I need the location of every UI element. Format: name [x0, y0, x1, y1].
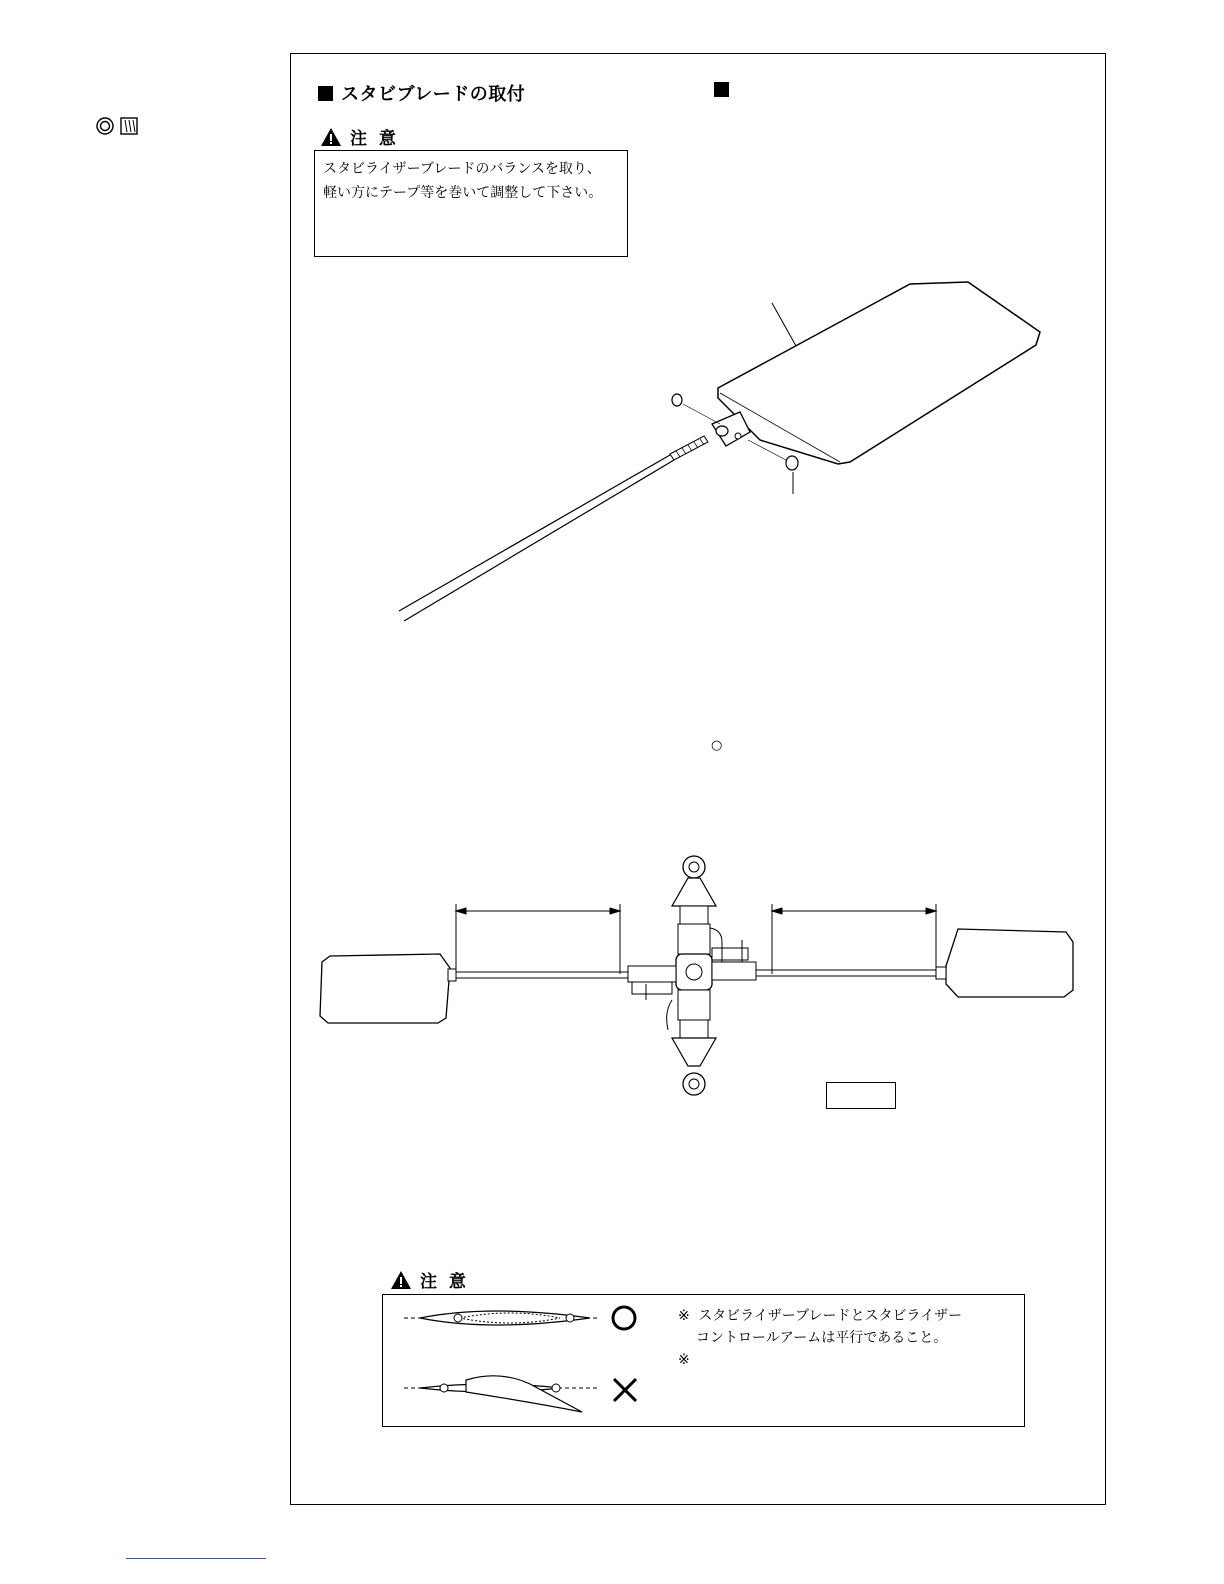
- caution-heading-top: 注 意: [320, 124, 399, 149]
- note-line-1: スタビライザーブレードとスタビライザー: [698, 1308, 963, 1324]
- double-circle-icon: [96, 117, 114, 135]
- footer-link-line: [126, 1558, 266, 1559]
- heading-square-icon: [714, 82, 729, 97]
- note-1-cont: コントロールアームは平行であること。: [696, 1330, 948, 1346]
- caution-line: スタビライザーブレードのバランスを取り、: [323, 161, 601, 177]
- caution-line: 軽い方にテープ等を巻いて調整して下さい。: [323, 185, 603, 201]
- note-1: [678, 1305, 962, 1327]
- sidebar-icons: [96, 117, 138, 135]
- caution-heading-bottom: 注 意: [390, 1267, 469, 1292]
- label-box: [826, 1082, 896, 1109]
- note-mark: ※: [678, 1308, 690, 1324]
- warning-icon: [320, 127, 342, 147]
- section-title: スタビブレードの取付: [318, 80, 525, 106]
- degree-mark: ○: [711, 738, 723, 753]
- section-title-right: [714, 80, 737, 101]
- ng-symbol-text: [0, 0, 1, 1]
- caution-box-top: [314, 150, 628, 257]
- note-2-mark: ※: [678, 1352, 690, 1368]
- warning-icon: [390, 1270, 412, 1290]
- striped-square-icon: [120, 117, 138, 135]
- heading-square-icon: [318, 86, 333, 101]
